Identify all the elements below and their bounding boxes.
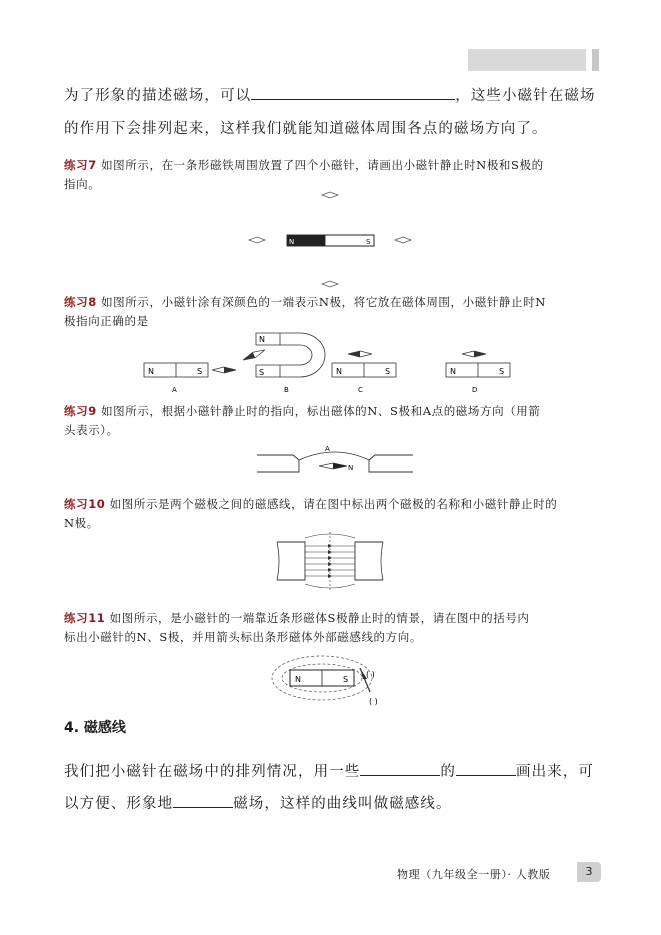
exercise-9-line-2: 头表示）。 — [64, 423, 119, 437]
lower-paren: ( ) — [369, 697, 378, 706]
option-a-n: N — [148, 367, 154, 376]
header-tick — [592, 49, 599, 71]
exercise-11-text: 如图所示，是小磁针的一端靠近条形磁体S极静止时的情景，请在图中的括号内 — [105, 611, 530, 625]
exercise-8-line-1 — [64, 294, 546, 310]
exercise-11-line-2: 标出小磁针的N、S极，并用箭头标出条形磁体外部磁感线的方向。 — [64, 630, 422, 644]
option-a-label: A — [172, 386, 177, 394]
exercise-9-label: 练习9 — [64, 404, 97, 418]
intro-text-b: ，这些小磁针在磁场 — [455, 88, 596, 104]
magnet-s-label: S — [343, 675, 349, 684]
exercise-9-line-1 — [64, 403, 541, 419]
option-d-figure — [446, 351, 510, 394]
exercise-11-line-1 — [64, 610, 530, 626]
fill-blank-2[interactable] — [360, 761, 440, 776]
option-c-label: C — [358, 386, 363, 394]
intro-line-2: 的作用下会排列起来，这样我们就能知道磁体周围各点的磁场方向了。 — [64, 121, 548, 137]
exercise-10-label: 练习10 — [64, 497, 106, 511]
figure-8 — [140, 330, 520, 398]
header-bar — [468, 49, 586, 71]
section-text-e: 磁场，这样的曲线叫做磁感线。 — [233, 796, 452, 812]
fill-blank-1[interactable] — [251, 85, 455, 100]
figure-10 — [275, 530, 385, 592]
compass-top — [322, 192, 338, 198]
option-b-s: S — [259, 368, 265, 377]
option-c-s: S — [385, 367, 391, 376]
exercise-10-line-2: N极。 — [64, 516, 99, 530]
exercise-8-label: 练习8 — [64, 295, 97, 309]
figure-7 — [240, 188, 420, 292]
magnet-n-label: N — [295, 675, 301, 684]
footer-text: 物理（九年级全一册）· 人教版 — [397, 868, 551, 881]
bar-magnet — [287, 235, 374, 246]
exercise-7-line-1 — [64, 157, 544, 173]
exercise-9-text: 如图所示，根据小磁针静止时的指向，标出磁体的N、S极和A点的磁场方向（用箭 — [96, 404, 541, 418]
exercise-8-line-2: 极指向正确的是 — [64, 314, 149, 328]
intro-text-a: 为了形象的描述磁场，可以 — [64, 88, 252, 104]
section-heading: 4. 磁感线 — [64, 720, 126, 736]
left-magnet — [257, 455, 299, 472]
point-a-label: A — [325, 445, 330, 453]
exercise-8-text: 如图所示，小磁针涂有深颜色的一端表示N极，将它放在磁体周围，小磁针静止时N — [96, 295, 546, 309]
compass-needle — [319, 463, 347, 469]
option-d-n: N — [450, 367, 456, 376]
option-c-figure — [332, 351, 396, 394]
exercise-10-line-1 — [64, 496, 557, 512]
page-number: 3 — [577, 862, 601, 882]
exercise-7-line-2: 指向。 — [64, 177, 101, 191]
option-d-label: D — [472, 386, 478, 394]
option-a-figure — [144, 363, 236, 394]
upper-paren: ( ) — [366, 670, 375, 679]
option-c-n: N — [336, 367, 342, 376]
fill-blank-3[interactable] — [456, 761, 516, 776]
figure-9 — [255, 440, 415, 480]
section-text-a: 我们把小磁针在磁场中的排列情况，用一些 — [64, 764, 361, 780]
left-pole — [277, 542, 305, 580]
compass-right — [395, 237, 411, 243]
magnet-s-label: S — [366, 238, 371, 246]
fill-blank-4[interactable] — [173, 793, 233, 808]
right-pole — [355, 542, 383, 580]
option-a-s: S — [197, 367, 203, 376]
section-line-2 — [64, 792, 452, 813]
intro-line-1 — [64, 84, 596, 105]
magnet-n-label: N — [289, 238, 295, 246]
section-text-c: 画出来，可 — [516, 764, 595, 780]
figure-11 — [270, 652, 400, 710]
compass-left — [249, 237, 265, 243]
option-b-n: N — [259, 335, 265, 344]
bar-magnet — [290, 670, 354, 686]
section-text-d: 以方便、形象地 — [64, 796, 174, 812]
option-b-figure — [242, 333, 325, 394]
exercise-7-text: 如图所示，在一条形磁铁周围放置了四个小磁针，请画出小磁针静止时N极和S极的 — [96, 158, 544, 172]
right-magnet — [369, 455, 413, 472]
exercise-10-text: 如图所示是两个磁极之间的磁感线，请在图中标出两个磁极的名称和小磁针静止时的 — [105, 497, 558, 511]
field-line — [299, 452, 369, 460]
exercise-7-label: 练习7 — [64, 158, 97, 172]
option-d-s: S — [499, 367, 505, 376]
section-line-1 — [64, 760, 594, 781]
compass-bottom — [322, 281, 338, 287]
exercise-11-label: 练习11 — [64, 611, 106, 625]
needle-n-label: N — [348, 464, 354, 472]
section-text-b: 的 — [440, 764, 457, 780]
option-b-label: B — [284, 386, 289, 394]
